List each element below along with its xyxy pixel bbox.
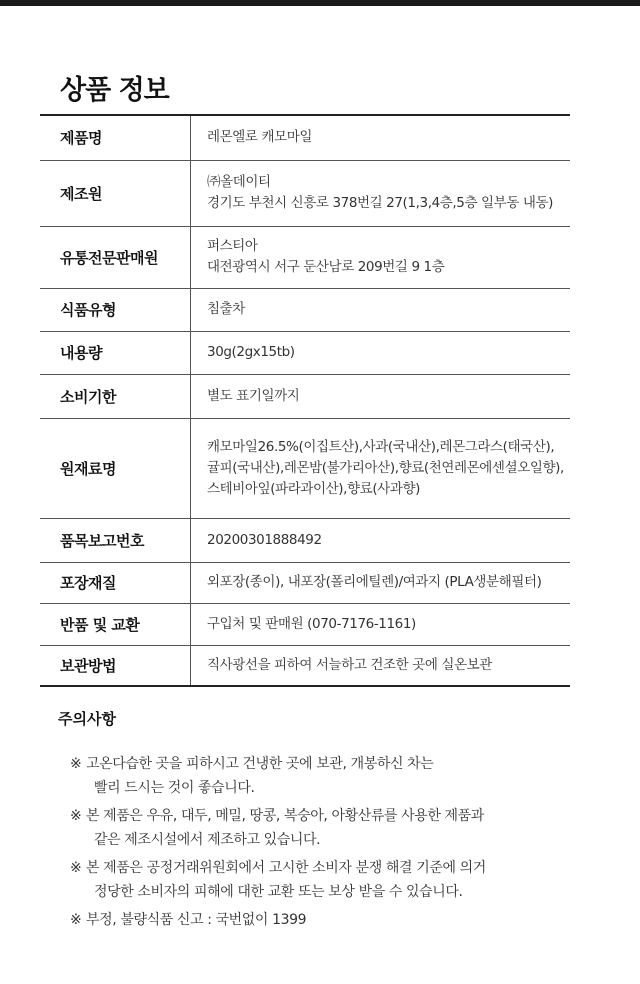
notice-item-line: 부정, 불량식품 신고 : 국번없이 1399 xyxy=(86,912,307,928)
info-row xyxy=(40,418,570,518)
info-value-line: 스테비아잎(파라과이산),향료(사과향) xyxy=(207,480,420,497)
info-row xyxy=(40,160,570,226)
info-value-line: 침출차 xyxy=(207,301,245,317)
notice-item-line: 같은 제조시설에서 제조하고 있습니다. xyxy=(94,832,321,848)
info-value-line: 레몬엘로 캐모마일 xyxy=(207,129,313,146)
info-row-value xyxy=(191,603,571,645)
info-row-label: 제품명 xyxy=(40,115,191,160)
info-value-line: 퍼스티아 xyxy=(207,238,258,254)
info-row xyxy=(40,115,570,160)
notice-item xyxy=(70,856,590,904)
info-row-value xyxy=(191,115,571,160)
info-row xyxy=(40,562,570,603)
info-row-label: 식품유형 xyxy=(40,288,191,331)
info-value-line: 캐모마일26.5%(이집트산),사과(국내산),레몬그라스(태국산), xyxy=(207,438,555,455)
reference-mark-icon: ※ xyxy=(70,808,82,824)
reference-mark-icon: ※ xyxy=(70,756,82,772)
info-value-line: 30g(2gx15tb) xyxy=(207,344,295,360)
notice-title: 주의사항 xyxy=(58,710,116,728)
info-row-value xyxy=(191,331,571,374)
info-row-value xyxy=(191,160,571,226)
info-row-value xyxy=(191,226,571,288)
info-value-line: 직사광선을 피하여 서늘하고 건조한 곳에 실온보관 xyxy=(207,656,492,673)
info-row-value xyxy=(191,374,571,418)
info-value-line: 외포장(종이), 내포장(폴리에틸렌)/여과지 (PLA생분해필터) xyxy=(207,574,542,590)
info-value-line: ㈜올데이티 xyxy=(207,174,271,190)
info-row-label: 제조원 xyxy=(40,160,191,226)
notice-item-line: 고온다습한 곳을 피하시고 건냉한 곳에 보관, 개봉하신 차는 xyxy=(86,756,434,772)
notice-item-line: 본 제품은 공정거래위원회에서 고시한 소비자 분쟁 해결 기준에 의거 xyxy=(86,860,486,876)
info-row-value xyxy=(191,518,571,562)
info-value-line: 20200301888492 xyxy=(207,531,322,548)
page-title: 상품 정보 xyxy=(60,75,169,106)
info-row-value xyxy=(191,288,571,331)
notice-item xyxy=(70,804,590,852)
info-value-line: 구입처 및 판매원 (070-7176-1161) xyxy=(207,615,416,632)
notice-list xyxy=(70,752,590,936)
info-row-label: 소비기한 xyxy=(40,374,191,418)
info-row xyxy=(40,288,570,331)
info-row xyxy=(40,518,570,562)
notice-item xyxy=(70,752,590,800)
notice-item xyxy=(70,908,590,932)
info-row-label: 반품 및 교환 xyxy=(40,603,191,645)
info-row xyxy=(40,645,570,686)
top-bar xyxy=(0,0,640,6)
info-value-line: 귤피(국내산),레몬밤(불가리아산),향료(천연레몬에센셜오일향), xyxy=(207,459,564,476)
reference-mark-icon: ※ xyxy=(70,860,82,876)
info-row-label: 원재료명 xyxy=(40,418,191,518)
notice-item-line: 정당한 소비자의 피해에 대한 교환 또는 보상 받을 수 있습니다. xyxy=(94,884,463,900)
info-value-line: 대전광역시 서구 둔산남로 209번길 9 1층 xyxy=(207,259,445,275)
info-value-line: 경기도 부천시 신흥로 378번길 27(1,3,4층,5층 일부동 내동) xyxy=(207,195,553,211)
notice-item-line: 빨리 드시는 것이 좋습니다. xyxy=(94,780,255,796)
info-row xyxy=(40,331,570,374)
info-row xyxy=(40,603,570,645)
info-row-label: 내용량 xyxy=(40,331,191,374)
notice-item-line: 본 제품은 우유, 대두, 메밀, 땅콩, 복숭아, 아황산류를 사용한 제품과 xyxy=(86,808,484,824)
info-value-line: 별도 표기일까지 xyxy=(207,387,300,404)
product-info-table xyxy=(40,114,570,687)
info-row xyxy=(40,374,570,418)
info-row-label: 보관방법 xyxy=(40,645,191,686)
info-row-label: 포장재질 xyxy=(40,562,191,603)
info-row-label: 품목보고번호 xyxy=(40,518,191,562)
info-row-value xyxy=(191,645,571,686)
info-row-label: 유통전문판매원 xyxy=(40,226,191,288)
reference-mark-icon: ※ xyxy=(70,912,82,928)
info-row xyxy=(40,226,570,288)
info-row-value xyxy=(191,418,571,518)
info-row-value xyxy=(191,562,571,603)
